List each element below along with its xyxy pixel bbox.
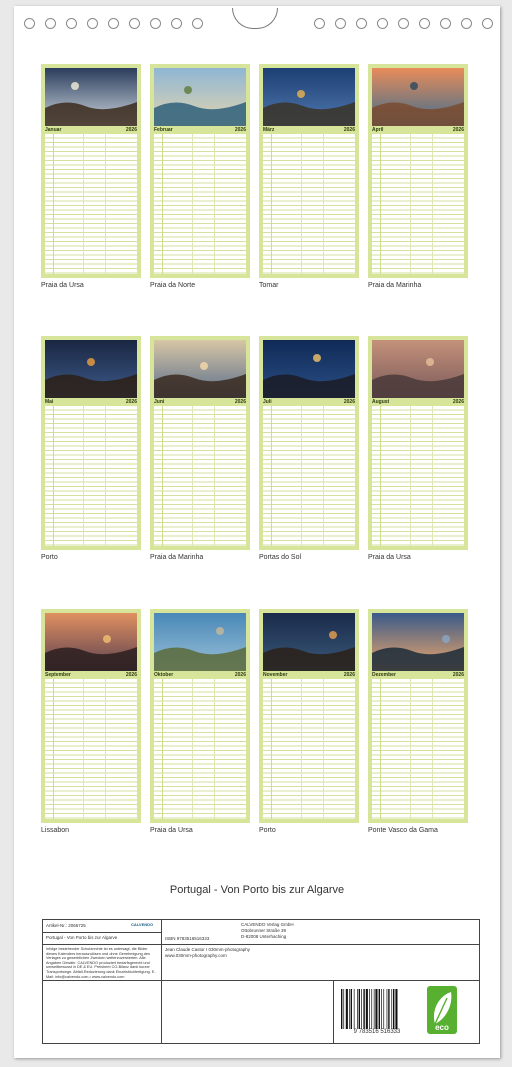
month-photo	[154, 613, 246, 671]
legal-text: Infolge bestehender Schutzrechte ist es untersagt, die Bilder dieses Kalenders herauszulösen und ohne Genehmigung des Verlages zu gewerblichen Zwecken weiterzuverwerten. Alle Angaben Gewähr. CALVENDO produziert bedarfsgerecht und umweltbewusst in DE & EU. Preisherb CO-Bilanz dank kurzer Transportwege. Abfall-Reduzierung dank Einzelstückfertigung. E-Mail: info@calvendo.com • www.calvendo.com	[46, 947, 156, 979]
day-grid	[263, 406, 355, 546]
binding-hole	[129, 18, 140, 29]
article-number: Artikel-Nr.: 2066725	[46, 923, 86, 928]
month-header	[45, 127, 137, 133]
month-photo	[45, 613, 137, 671]
month-name: April	[372, 127, 384, 133]
day-grid	[263, 679, 355, 819]
binding-hole	[24, 18, 35, 29]
month-name: Februar	[154, 127, 173, 133]
binding-hole	[314, 18, 325, 29]
month-header	[263, 127, 355, 133]
day-grid	[45, 679, 137, 819]
month-year: 2026	[234, 672, 246, 678]
month-panel	[368, 609, 468, 823]
month-panel	[41, 64, 141, 278]
day-grid	[45, 406, 137, 546]
month-name: November	[263, 672, 288, 678]
month-panel	[150, 64, 250, 278]
month-header	[372, 672, 464, 678]
back-info-box	[42, 919, 480, 1044]
month-year: 2026	[452, 127, 464, 133]
publisher-name: CALVENDO Verlag GmbH	[241, 922, 294, 927]
day-grid	[154, 134, 246, 274]
day-grid	[372, 679, 464, 819]
month-year: 2026	[343, 127, 355, 133]
photo-caption: Praia da Marinha	[368, 282, 422, 289]
binding-hole	[482, 18, 493, 29]
month-photo	[372, 68, 464, 126]
day-grid	[372, 134, 464, 274]
month-header	[45, 399, 137, 405]
photo-caption: Praia da Ursa	[150, 827, 193, 834]
month-panel	[368, 64, 468, 278]
month-photo	[154, 340, 246, 398]
photo-caption: Portas do Sol	[259, 554, 302, 561]
day-grid	[372, 406, 464, 546]
month-name: September	[45, 672, 71, 678]
month-header	[154, 672, 246, 678]
day-grid	[154, 679, 246, 819]
binding-hole	[87, 18, 98, 29]
month-year: 2026	[234, 127, 246, 133]
month-header	[263, 672, 355, 678]
eco-label: eco	[435, 1023, 449, 1032]
month-year: 2026	[452, 399, 464, 405]
month-header	[372, 127, 464, 133]
photo-caption: Lissabon	[41, 827, 70, 834]
month-name: Mai	[45, 399, 54, 405]
month-year: 2026	[452, 672, 464, 678]
month-photo	[45, 340, 137, 398]
month-panel	[41, 609, 141, 823]
photo-caption: Porto	[259, 827, 276, 834]
binding-hole	[171, 18, 182, 29]
month-panel	[259, 609, 359, 823]
month-name: Oktober	[154, 672, 174, 678]
photo-caption: Praia da Norte	[150, 282, 196, 289]
month-photo	[372, 340, 464, 398]
binding-hole	[45, 18, 56, 29]
month-year: 2026	[125, 399, 137, 405]
month-panel	[150, 336, 250, 550]
binding-hole	[335, 18, 346, 29]
photo-caption: Praia da Marinha	[150, 554, 204, 561]
binding-hole	[377, 18, 388, 29]
month-name: August	[372, 399, 390, 405]
eco-leaf-icon	[427, 986, 457, 1034]
month-photo	[263, 68, 355, 126]
binding-hole	[108, 18, 119, 29]
calvendo-logo: CALVENDO	[131, 922, 154, 927]
binding-hole	[440, 18, 451, 29]
binding-hole	[192, 18, 203, 29]
photo-caption: Porto	[41, 554, 58, 561]
month-year: 2026	[125, 672, 137, 678]
binding-hole	[66, 18, 77, 29]
month-name: Januar	[45, 127, 62, 133]
month-header	[154, 127, 246, 133]
month-year: 2026	[125, 127, 137, 133]
month-photo	[45, 68, 137, 126]
month-header	[372, 399, 464, 405]
product-title: Portugal - Von Porto bis zur Algarve	[46, 935, 118, 940]
month-header	[45, 672, 137, 678]
binding-hole	[461, 18, 472, 29]
month-panel	[150, 609, 250, 823]
day-grid	[263, 134, 355, 274]
month-photo	[263, 613, 355, 671]
month-photo	[154, 68, 246, 126]
month-panel	[259, 336, 359, 550]
barcode-number: 9 783516 516333	[353, 1029, 401, 1035]
binding-hole	[356, 18, 367, 29]
month-year: 2026	[343, 672, 355, 678]
month-photo	[263, 340, 355, 398]
author: Jean Claude Castor I 030mm-photography	[165, 947, 251, 952]
month-panel	[41, 336, 141, 550]
day-grid	[45, 134, 137, 274]
month-name: Juni	[154, 399, 165, 405]
month-year: 2026	[343, 399, 355, 405]
month-name: März	[263, 127, 275, 133]
photo-caption: Ponte Vasco da Gama	[368, 827, 438, 834]
publisher-city: D-82008 Unterhaching	[241, 934, 287, 939]
photo-caption: Praia da Ursa	[368, 554, 411, 561]
isbn: ISBN 9783516516333	[165, 936, 210, 941]
month-year: 2026	[234, 399, 246, 405]
calendar-title: Portugal - Von Porto bis zur Algarve	[169, 884, 345, 896]
month-name: Juli	[263, 399, 272, 405]
month-panel	[259, 64, 359, 278]
month-header	[154, 399, 246, 405]
month-panel	[368, 336, 468, 550]
binding-hole	[398, 18, 409, 29]
publisher-street: Ottobrunner Straße 39	[241, 928, 287, 933]
month-photo	[372, 613, 464, 671]
photo-caption: Tomar	[259, 282, 279, 289]
month-header	[263, 399, 355, 405]
binding-hole	[150, 18, 161, 29]
day-grid	[154, 406, 246, 546]
calendar-sheet	[14, 6, 500, 1058]
barcode	[339, 989, 415, 1031]
photo-caption: Praia da Ursa	[41, 282, 84, 289]
binding-hole	[419, 18, 430, 29]
month-name: Dezember	[372, 672, 396, 678]
author-website: www.030mm-photography.com	[165, 953, 227, 958]
